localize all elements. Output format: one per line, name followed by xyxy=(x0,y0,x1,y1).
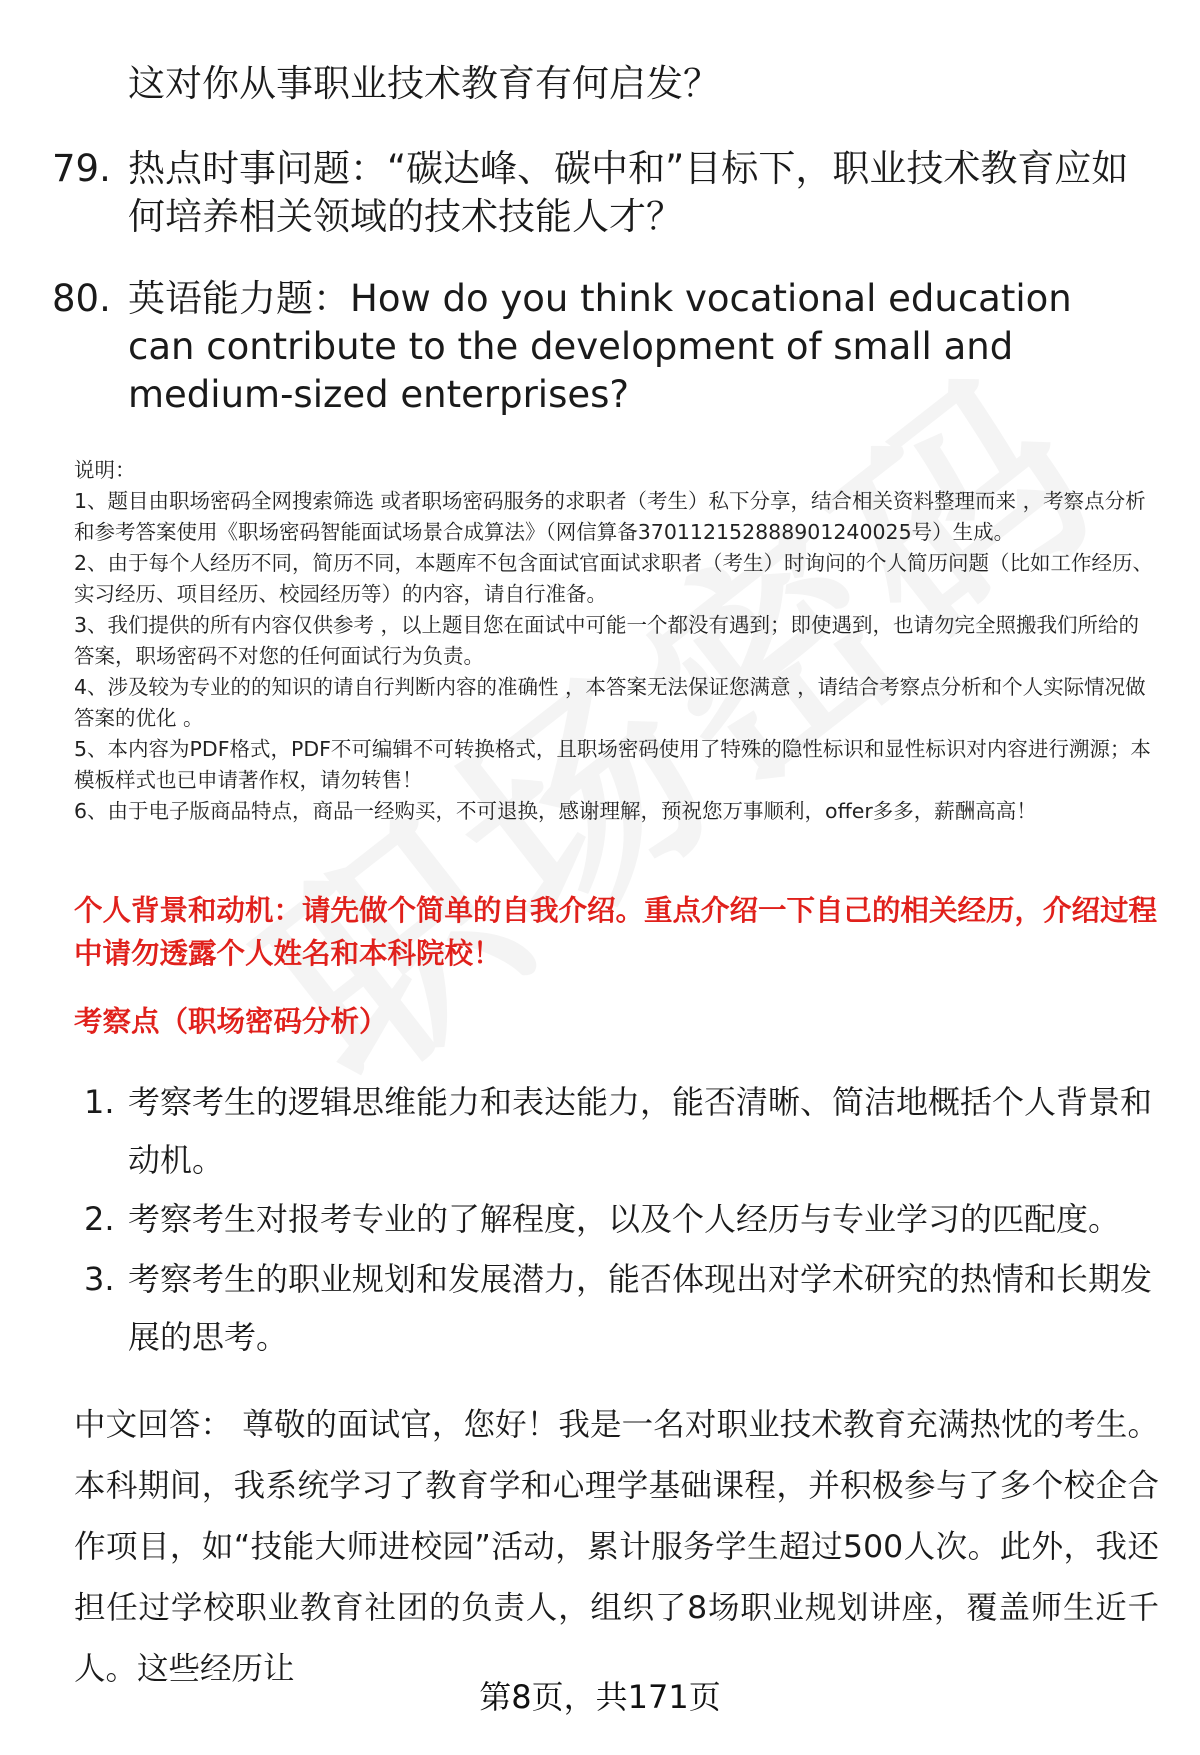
question-continuation: 这对你从事职业技术教育有何启发？ xyxy=(128,62,720,105)
point-number: 3. xyxy=(84,1260,115,1298)
notes-section xyxy=(74,455,1159,827)
note-item: 2、由于每个人经历不同，简历不同，本题库不包含面试官面试求职者（考生）时询问的个人简历问题（比如工作经历、实习经历、项目经历、校园经历等）的内容，请自行准备。 xyxy=(74,551,1154,606)
note-item: 5、本内容为PDF格式，PDF不可编辑不可转换格式，且职场密码使用了特殊的隐性标识和显性标识对内容进行溯源；本模板样式也已申请著作权，请勿转售！ xyxy=(74,737,1151,792)
question-text: 热点时事问题：“碳达峰、碳中和”目标下，职业技术教育应如何培养相关领域的技术技能人才？ xyxy=(128,147,1129,238)
featured-question: 个人背景和动机：请先做个简单的自我介绍。重点介绍一下自己的相关经历，介绍过程中请勿透露个人姓名和本科院校！ xyxy=(74,894,1158,970)
point-number: 1. xyxy=(84,1083,115,1121)
answer-paragraph: 中文回答： 尊敬的面试官，您好！我是一名对职业技术教育充满热忱的考生。本科期间，我系统学习了教育学和心理学基础课程，并积极参与了多个校企合作项目，如“技能大师进校园”活动，累计服务学生超过500人次。此外，我还担任过学校职业教育社团的负责人，组织了8场职业规划讲座，覆盖师生近千人。这些经历让 xyxy=(74,1407,1159,1687)
point-text: 考察考生的逻辑思维能力和表达能力，能否清晰、简洁地概括个人背景和动机。 xyxy=(128,1083,1153,1179)
point-text: 考察考生对报考专业的了解程度，以及个人经历与专业学习的匹配度。 xyxy=(128,1200,1121,1238)
page-number: 第8页，共171页 xyxy=(479,1678,721,1716)
note-item: 6、由于电子版商品特点，商品一经购买，不可退换，感谢理解，预祝您万事顺利，offer多多，薪酬高高！ xyxy=(74,799,1037,823)
point-text: 考察考生的职业规划和发展潜力，能否体现出对学术研究的热情和长期发展的思考。 xyxy=(128,1260,1153,1356)
notes-title: 说明： xyxy=(74,458,136,482)
note-item: 1、题目由职场密码全网搜索筛选 或者职场密码服务的求职者（考生）私下分享，结合相关资料整理而来 ，考察点分析和参考答案使用《职场密码智能面试场景合成算法》（网信算备370112152888901240025号）生成。 xyxy=(74,489,1146,544)
note-item: 3、我们提供的所有内容仅供参考 ，以上题目您在面试中可能一个都没有遇到；即使遇到，也请勿完全照搬我们所给的答案，职场密码不对您的任何面试行为负责。 xyxy=(74,613,1140,668)
section-title: 考察点（职场密码分析） xyxy=(74,1005,388,1038)
question-number: 80. xyxy=(52,277,111,320)
note-item: 4、涉及较为专业的的知识的请自行判断内容的准确性 ，本答案无法保证您满意 ，请结合考察点分析和个人实际情况做答案的优化 。 xyxy=(74,675,1146,730)
question-number: 79. xyxy=(52,147,111,190)
question-text: 英语能力题：How do you think vocational education can contribute to the development of small and medium-sized enterprises? xyxy=(128,277,1072,416)
point-number: 2. xyxy=(84,1200,115,1238)
